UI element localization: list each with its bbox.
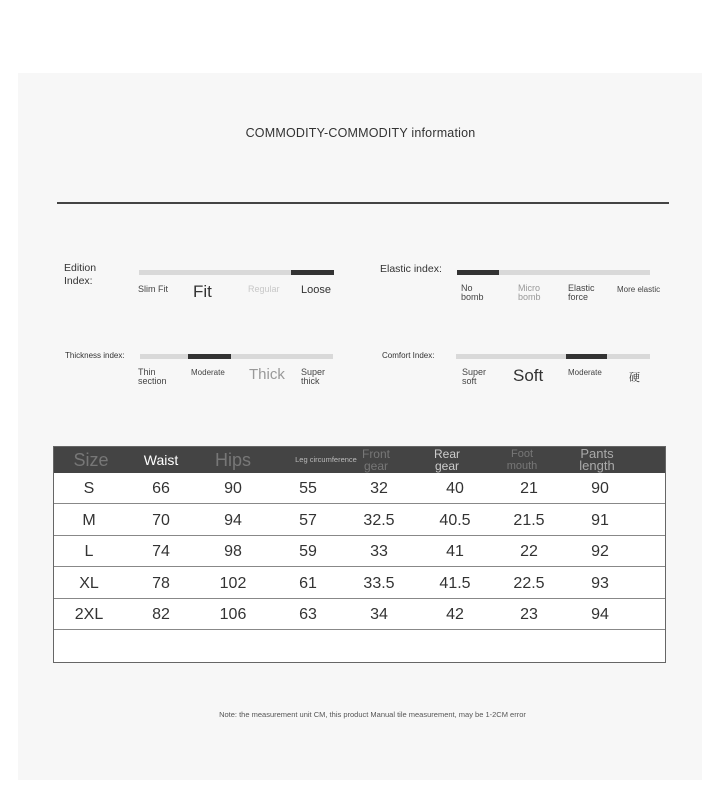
table-cell: 106 <box>219 606 247 624</box>
table-cell: 90 <box>591 480 609 497</box>
table-row <box>54 599 665 630</box>
table-header <box>54 447 665 473</box>
table-cell: M <box>82 511 96 529</box>
elastic-index-fill <box>457 270 499 275</box>
edition-index-label <box>64 262 96 288</box>
thickness-opt-thin-section <box>138 368 167 386</box>
edition-label-line2: Index: <box>64 275 93 287</box>
header-pants-length <box>557 447 637 473</box>
table-cell: S <box>83 480 95 497</box>
table-cell: 94 <box>591 606 609 624</box>
title-divider <box>57 202 669 204</box>
table-cell: 78 <box>152 574 170 592</box>
table-cell: 22.5 <box>513 574 545 592</box>
edition-index-fill <box>291 270 334 275</box>
header-waist-text: Waist <box>143 452 179 468</box>
edition-opt-fit: Fit <box>193 282 212 301</box>
thickness-index-label: Thickness index: <box>65 351 125 360</box>
table-cell: 33 <box>370 543 388 561</box>
table-cell: 40 <box>446 480 464 497</box>
comfort-index-label: Comfort Index: <box>382 351 435 360</box>
table-cell: 32 <box>370 480 388 497</box>
elastic-opt-micro-bomb <box>518 284 541 302</box>
edition-opt-slim-fit: Slim Fit <box>138 284 168 294</box>
table-cell: L <box>84 543 94 561</box>
table-cell: 21.5 <box>513 511 545 529</box>
elastic-opt2-line1: Micro <box>518 283 540 293</box>
table-cell: 82 <box>152 606 170 624</box>
header-size-text: Size <box>73 450 109 470</box>
elastic-opt2-line2: bomb <box>518 292 541 302</box>
table-cell: 94 <box>224 511 242 529</box>
table-cell: 90 <box>224 480 242 497</box>
thickness-opt-thick: Thick <box>249 366 285 383</box>
thickness-index-fill <box>188 354 231 359</box>
elastic-opt-more-elastic: More elastic <box>617 285 661 294</box>
thickness-opt4-line2: thick <box>301 376 320 386</box>
table-cell: 42 <box>446 606 464 624</box>
header-foot-l2: mouth <box>506 460 538 472</box>
header-front-l1: Front <box>361 447 390 461</box>
edition-label-line1: Edition <box>64 262 97 274</box>
header-waist <box>121 447 201 473</box>
table-cell: 92 <box>591 543 609 561</box>
table-cell: XL <box>79 574 99 592</box>
elastic-opt-no-bomb <box>461 284 484 302</box>
page-title: COMMODITY-COMMODITY information <box>245 126 476 140</box>
header-front-gear <box>336 447 416 473</box>
header-pants-l1: Pants <box>580 446 614 461</box>
header-rear-gear <box>407 447 487 473</box>
header-hips-text: Hips <box>214 450 251 470</box>
thickness-opt-moderate: Moderate <box>191 368 225 377</box>
header-foot-l1: Foot <box>510 448 533 460</box>
table-cell: 41.5 <box>439 574 471 592</box>
table-row <box>54 568 665 599</box>
thickness-index-track <box>140 354 333 359</box>
table-cell: 41 <box>446 543 464 561</box>
header-pants-l2: length <box>579 458 615 473</box>
table-cell: 59 <box>299 543 317 561</box>
thickness-opt-super-thick <box>301 368 325 386</box>
table-row <box>54 473 665 504</box>
elastic-opt3-line2: force <box>568 292 589 302</box>
table-row <box>54 505 665 536</box>
comfort-opt-moderate: Moderate <box>568 368 602 377</box>
header-size <box>51 447 131 473</box>
table-cell: 21 <box>520 480 538 497</box>
elastic-opt1-line1: No <box>461 283 473 293</box>
header-rear-l2: gear <box>434 459 460 473</box>
comfort-index-fill <box>566 354 607 359</box>
elastic-index-track <box>457 270 650 275</box>
table-cell: 61 <box>299 574 317 592</box>
table-cell: 57 <box>299 511 317 529</box>
table-cell: 70 <box>152 511 170 529</box>
thickness-opt4-line1: Super <box>301 367 326 377</box>
measurement-note: Note: the measurement unit CM, this product Manual tile measurement, may be 1-2CM error <box>219 710 526 719</box>
header-front-l2: gear <box>363 459 389 473</box>
thickness-opt1-line2: section <box>138 376 167 386</box>
comfort-opt-super-soft <box>462 368 486 386</box>
comfort-opt-soft: Soft <box>513 366 544 385</box>
table-cell: 32.5 <box>363 511 395 529</box>
edition-opt-regular: Regular <box>248 284 280 294</box>
elastic-opt1-line2: bomb <box>461 292 484 302</box>
elastic-index-label: Elastic index: <box>380 263 442 275</box>
table-cell: 66 <box>152 480 170 497</box>
thickness-opt1-line1: Thin <box>138 367 156 377</box>
table-cell: 33.5 <box>363 574 395 592</box>
table-cell: 98 <box>224 543 242 561</box>
table-cell: 74 <box>152 543 170 561</box>
comfort-opt1-line1: Super <box>462 367 487 377</box>
edition-index-track <box>139 270 334 275</box>
table-cell: 55 <box>299 480 317 497</box>
header-hips <box>193 447 273 473</box>
table-cell: 40.5 <box>439 511 471 529</box>
table-cell: 91 <box>591 511 609 529</box>
table-cell: 102 <box>219 574 247 592</box>
comfort-opt-hard: 硬 <box>629 372 640 384</box>
table-cell: 2XL <box>74 606 104 624</box>
comfort-index-track <box>456 354 650 359</box>
comfort-opt1-line2: soft <box>462 376 477 386</box>
table-cell: 22 <box>520 543 538 561</box>
edition-opt-loose: Loose <box>301 284 331 296</box>
table-cell: 93 <box>591 574 609 592</box>
size-table <box>53 446 666 663</box>
info-card <box>18 73 702 780</box>
header-foot-mouth <box>482 447 562 473</box>
elastic-opt-elastic-force <box>568 284 595 302</box>
table-cell: 23 <box>520 606 538 624</box>
table-cell: 63 <box>299 606 317 624</box>
elastic-opt3-line1: Elastic <box>568 283 595 293</box>
header-rear-l1: Rear <box>433 447 460 461</box>
header-leg-text: Leg circumference <box>295 455 357 464</box>
table-row <box>54 536 665 567</box>
table-cell: 34 <box>370 606 388 624</box>
